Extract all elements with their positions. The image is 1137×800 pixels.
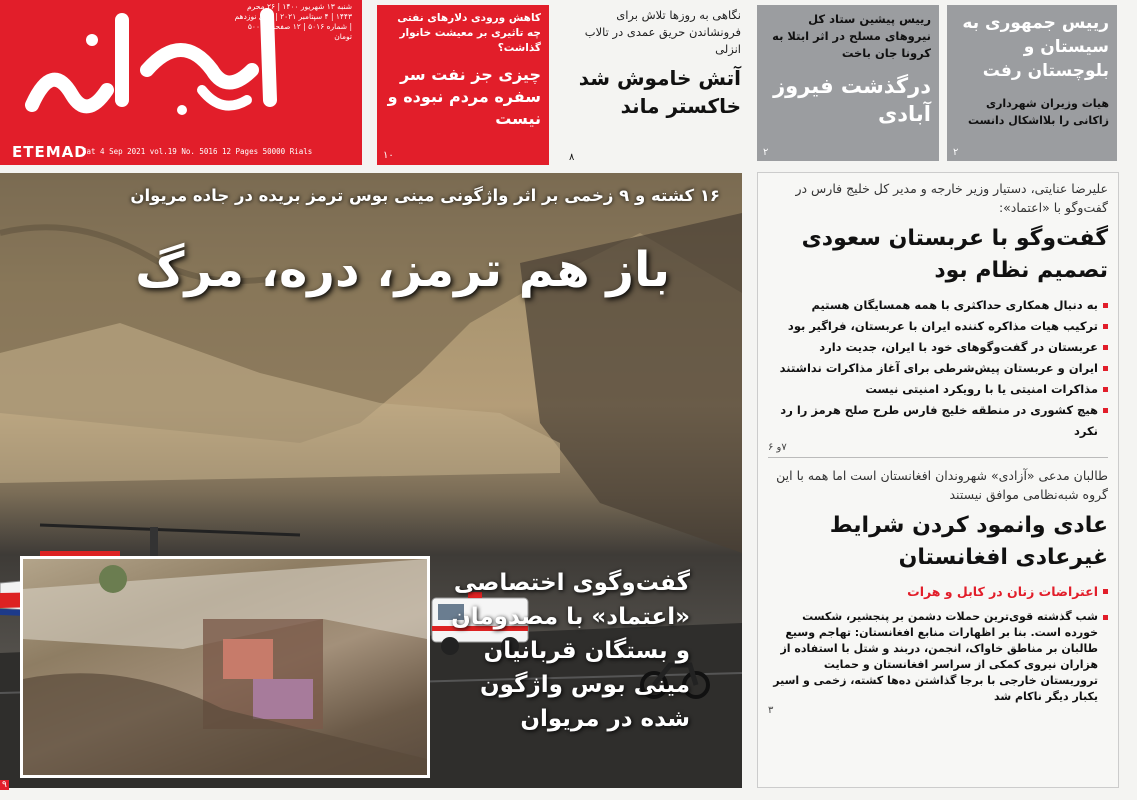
wreckage-illustration xyxy=(23,559,427,775)
teaser-anzali-fire[interactable] xyxy=(557,5,747,165)
teaser-firouzabadi[interactable] xyxy=(757,5,939,161)
divider xyxy=(768,457,1108,458)
saudi-kicker: علیرضا عنایتی، دستیار وزیر خارجه و مدیر کل خلیج فارس در گفت‌وگو با «اعتماد»: xyxy=(795,181,1108,215)
teaser-kicker: کاهش ورودی دلارهای نفتی چه تاثیری بر معیشت خانوار گذاشت؟ xyxy=(397,12,541,54)
afghan-headline[interactable]: عادی وانمود کردن شرایط غیرعادی افغانستان xyxy=(829,513,1108,570)
dateline: Sat 4 Sep 2021 vol.19 No. 5016 12 Pages 50000 Rials xyxy=(82,147,313,156)
main-kicker: ۱۶ کشته و ۹ زخمی بر اثر واژگونی مینی بوس ترمز بریده در جاده مریوان xyxy=(130,186,720,205)
saudi-bullets xyxy=(768,295,1108,442)
teaser-headline: رییس جمهوری به سیستان و بلوچستان رفت xyxy=(962,13,1109,81)
page-ref: ۸ xyxy=(569,152,575,163)
bullet-item: هیچ کشوری در منطقه خلیج فارس طرح صلح هرمز را رد نکرد xyxy=(768,400,1108,442)
teaser-kicker: نگاهی به روزها تلاش برای فرونشاندن حریق عمدی در تالاب انزلی xyxy=(584,8,741,56)
teaser-headline: درگذشت فیروز آبادی xyxy=(773,74,931,126)
main-headline[interactable]: باز هم ترمز، دره، مرگ xyxy=(135,242,670,298)
afghan-kicker: طالبان مدعی «آزادی» شهروندان افغانستان است اما همه با این گروه شبه‌نظامی موافق نیستند xyxy=(776,468,1108,502)
teaser-sistan[interactable] xyxy=(947,5,1117,161)
teaser-kicker: رییس پیشین ستاد کل نیروهای مسلح در اثر ابتلا به کرونا جان باخت xyxy=(772,12,931,60)
bullet-item: ترکیب هیات مذاکره کننده ایران با عربستان، فراگیر بود xyxy=(768,316,1108,337)
inset-photo-wreckage[interactable] xyxy=(20,556,430,778)
bullet-item: مذاکرات امنیتی یا با رویکرد امنیتی نیست xyxy=(768,379,1108,400)
inset-caption[interactable]: گفت‌وگوی اختصاصی «اعتماد» با مصدومان و بستگان قربانیان مینی بوس واژگون شده در مریوان xyxy=(451,570,690,732)
page-ref: ۷و ۶ xyxy=(768,442,787,453)
teaser-headline: آتش خاموش شد خاکستر ماند xyxy=(578,66,741,118)
logo-latin: ETEMAD xyxy=(12,143,88,161)
issue-info: شنبه ۱۳ شهریور ۱۴۰۰ | ۲۶ محرم ۱۴۴۳ | ۴ سپتامبر ۲۰۲۱ | سال نوزدهم | شماره ۵۰۱۶ | ۱۲ صفحه | ۵۰۰۰ تومان xyxy=(234,2,352,41)
page-ref: ۹ xyxy=(2,780,7,790)
bullet-item: ایران و عربستان پیش‌شرطی برای آغاز مذاکرات نداشتند xyxy=(768,358,1108,379)
teaser-kicker: هیات وزیران شهرداری زاکانی را بلااشکال دانست xyxy=(967,97,1109,127)
bullet-item: عربستان در گفت‌وگوهای خود با ایران، جدیت دارد xyxy=(768,337,1108,358)
bullet-item: به دنبال همکاری حداکثری با همه همسایگان هستیم xyxy=(768,295,1108,316)
masthead xyxy=(0,0,362,165)
saudi-headline[interactable]: گفت‌وگو با عربستان سعودی تصمیم نظام بود xyxy=(801,226,1108,283)
afghan-subhead: اعتراضات زنان در کابل و هرات xyxy=(768,582,1108,601)
teaser-oil-economy[interactable] xyxy=(377,5,549,165)
afghan-body: شب گذشته قوی‌ترین حملات دشمن بر پنجشیر، شکست خورده است. بنا بر اظهارات منابع افغانستان: تهاجم وسیع طالبان بر مناطق خاواک، انجمن، دربند و شتل با استفاده از هزاران نیروی کمکی از سراسر افغانستان و حمایت تروریستان خارجی با برجا گذاشتن ده‌ها کشته، زخمی و اسیر یکبار دیگر ناکام شد xyxy=(768,609,1108,705)
teaser-headline: چیزی جز نفت سر سفره مردم نبوده و نیست xyxy=(387,65,541,128)
page-ref: ۱۰ xyxy=(383,150,394,161)
page-ref: ۲ xyxy=(953,147,959,158)
right-column xyxy=(757,172,1119,788)
page-ref: ۳ xyxy=(768,705,774,716)
page-ref: ۲ xyxy=(763,147,769,158)
